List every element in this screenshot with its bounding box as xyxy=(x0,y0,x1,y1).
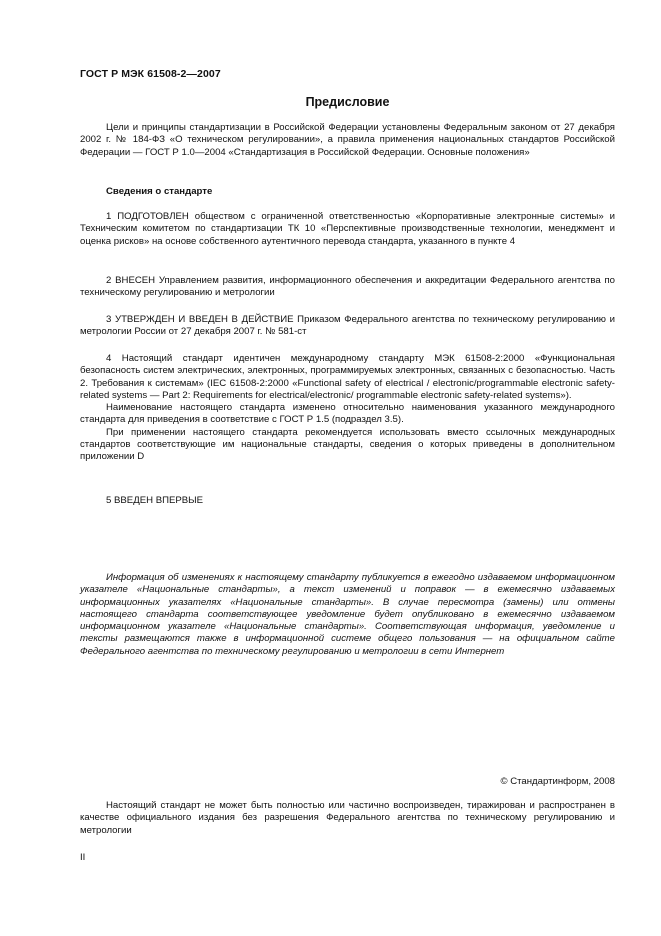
item-4-name-note: Наименование настоящего стандарта изменено относительно наименования указанного международного стандарта для приведения в соответствие с ГОСТ Р 1.5 (подраздел 3.5). xyxy=(80,402,615,426)
copyright-line: © Стандартинформ, 2008 xyxy=(500,776,615,787)
amendments-notice: Информация об изменениях к настоящему стандарту публикуется в ежегодно издаваемом информационном указателе «Национальные стандарты», а текст изменений и поправок — в ежемесячно издаваемых информационных указателях «Национальные стандарты». В случае пересмотра (замены) или отмены настоящего стандарта соответствующее уведомление будет опубликовано в ежемесячно издаваемом информационном указателе «Национальные стандарты». Соответствующая информация, уведомление и тексты размещаются также в информационной системе общего пользования — на официальном сайте Федерального агентства по техническому регулированию и метрологии в сети Интернет xyxy=(80,572,615,657)
standard-code-header: ГОСТ Р МЭК 61508-2—2007 xyxy=(80,68,221,80)
item-4-paragraph: 4 Настоящий стандарт идентичен международному стандарту МЭК 61508-2:2000 «Функциональная безопасность систем электрических, электронных, программируемых электронных, связанных с безопасностью. Часть 2. Требования к системам» (IEC 61508-2:2000 «Functional safety of electrical / electronic/programmable electronic safety-related systems — Part 2: Requirements for electrical/electronic/ programmable electronic safety-related systems»). xyxy=(80,353,615,401)
info-heading: Сведения о стандарте xyxy=(106,186,213,197)
reproduction-notice: Настоящий стандарт не может быть полностью или частично воспроизведен, тиражирован и распространен в качестве официального издания без разрешения Федерального агентства по техническому регулированию и метрологии xyxy=(80,800,615,836)
item-3-paragraph: 3 УТВЕРЖДЕН И ВВЕДЕН В ДЕЙСТВИЕ Приказом Федерального агентства по техническому регулированию и метрологии России от 27 декабря 2007 г. № 581-ст xyxy=(80,314,615,338)
item-4-references-note: При применении настоящего стандарта рекомендуется использовать вместо ссылочных международных стандартов соответствующие им национальные стандарты, сведения о которых приведены в дополнительном приложении D xyxy=(80,426,615,463)
item-1-paragraph: 1 ПОДГОТОВЛЕН обществом с ограниченной ответственностью «Корпоративные электронные системы» и Техническим комитетом по стандартизации ТК 10 «Перспективные производственные технологии, менеджмент и оценка рисков» на основе собственного аутентичного перевода стандарта, указанного в пункте 4 xyxy=(80,211,615,247)
page-number: II xyxy=(80,852,86,863)
item-2-paragraph: 2 ВНЕСЕН Управлением развития, информационного обеспечения и аккредитации Федерального агентства по техническому регулированию и метрологии xyxy=(80,275,615,299)
intro-paragraph: Цели и принципы стандартизации в Российской Федерации установлены Федеральным законом от 27 декабря 2002 г. № 184-ФЗ «О техническом регулировании», а правила применения национальных стандартов Российской Федерации — ГОСТ Р 1.0—2004 «Стандартизация в Российской Федерации. Основные положения» xyxy=(80,122,615,158)
item-4-block xyxy=(80,353,615,464)
item-5-paragraph: 5 ВВЕДЕН ВПЕРВЫЕ xyxy=(106,495,204,506)
page-title: Предисловие xyxy=(305,95,390,109)
